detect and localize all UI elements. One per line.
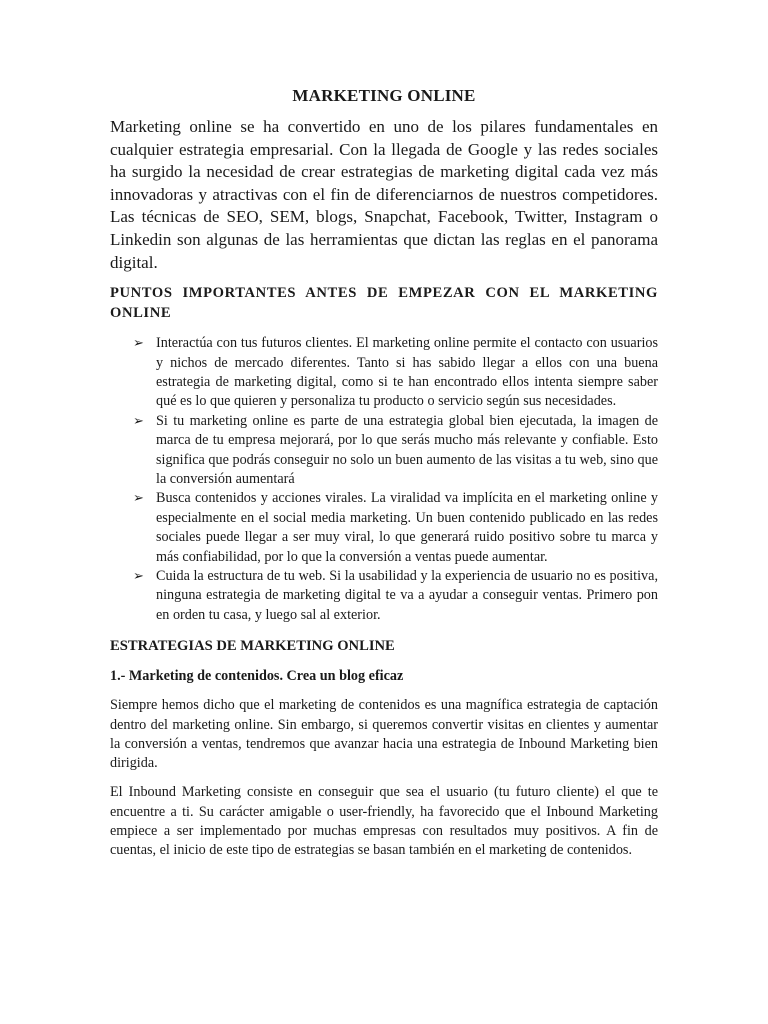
- arrow-bullet-icon: ➢: [133, 569, 144, 585]
- body-paragraph: El Inbound Marketing consiste en conseguir que sea el usuario (tu futuro cliente) el que te encuentre a ti. Su carácter amigable o user-friendly, ha favorecido que el Inbound Marketing empiece a ser implementado por muchas empresas con resultados muy positivos. A fin de cuentas, el inicio de este tipo de estrategias se basan también en el marketing de contenidos.: [110, 784, 658, 859]
- subsection-heading: 1.- Marketing de contenidos. Crea un blog eficaz: [110, 667, 404, 684]
- arrow-bullet-icon: ➢: [133, 413, 144, 429]
- list-item: [110, 412, 658, 490]
- intro-paragraph: Marketing online se ha convertido en uno de los pilares fundamentales en cualquier estrategia empresarial. Con la llegada de Google y las redes sociales ha surgido la necesidad de crear estrategias de marketing digital cada vez más innovadoras y atractivas con el fin de diferenciarnos de nuestros competidores. Las técnicas de SEO, SEM, blogs, Snapchat, Facebook, Twitter, Instagram o Linkedin son algunas de las herramientas que dictan las reglas en el panorama digital.: [110, 117, 658, 272]
- document-title: MARKETING ONLINE: [292, 86, 476, 105]
- bullet-text: Cuida la estructura de tu web. Si la usabilidad y la experiencia de usuario no es positiva, ninguna estrategia de marketing digital te va a ayudar a conseguir ventas. Primero pon en orden tu casa, y luego sal al exterior.: [156, 568, 658, 623]
- list-item: [110, 489, 658, 567]
- bullet-list: [110, 334, 658, 625]
- arrow-bullet-icon: ➢: [133, 491, 144, 507]
- arrow-bullet-icon: ➢: [133, 336, 144, 352]
- body-paragraph: Siempre hemos dicho que el marketing de contenidos es una magnífica estrategia de captación dentro del marketing online. Sin embargo, si queremos convertir visitas en clientes y aumentar la conversión a ventas, tendremos que avanzar hacia una estrategia de Inbound Marketing bien dirigida.: [110, 697, 658, 772]
- list-item: [110, 334, 658, 412]
- bullet-text: Interactúa con tus futuros clientes. El marketing online permite el contacto con usuarios y nichos de mercado diferentes. Tanto si has sabido llegar a ellos con una buena estrategia de marketing digital, como si te han encontrado ellos intenta siempre saber qué es lo que quieren y personaliza tu producto o servicio según sus necesidades.: [156, 335, 658, 410]
- bullet-text: Busca contenidos y acciones virales. La viralidad va implícita en el marketing online y especialmente en el social media marketing. Un buen contenido publicado en las redes sociales puede llegar a ser muy viral, lo que generará ruido positivo sobre tu marca y más confiabilidad, por lo que la conversión a ventas puede aumentar.: [156, 490, 658, 565]
- section-heading-estrategias: ESTRATEGIAS DE MARKETING ONLINE: [110, 638, 395, 655]
- list-item: [110, 567, 658, 625]
- section-heading-puntos: PUNTOS IMPORTANTES ANTES DE EMPEZAR CON EL MARKETING ONLINE: [110, 285, 658, 321]
- bullet-text: Si tu marketing online es parte de una estrategia global bien ejecutada, la imagen de marca de tu empresa mejorará, por lo que serás mucho más relevante y confiable. Esto significa que podrás conseguir no solo un buen aumento de las visitas a tu web, sino que la conversión aumentará: [156, 412, 658, 487]
